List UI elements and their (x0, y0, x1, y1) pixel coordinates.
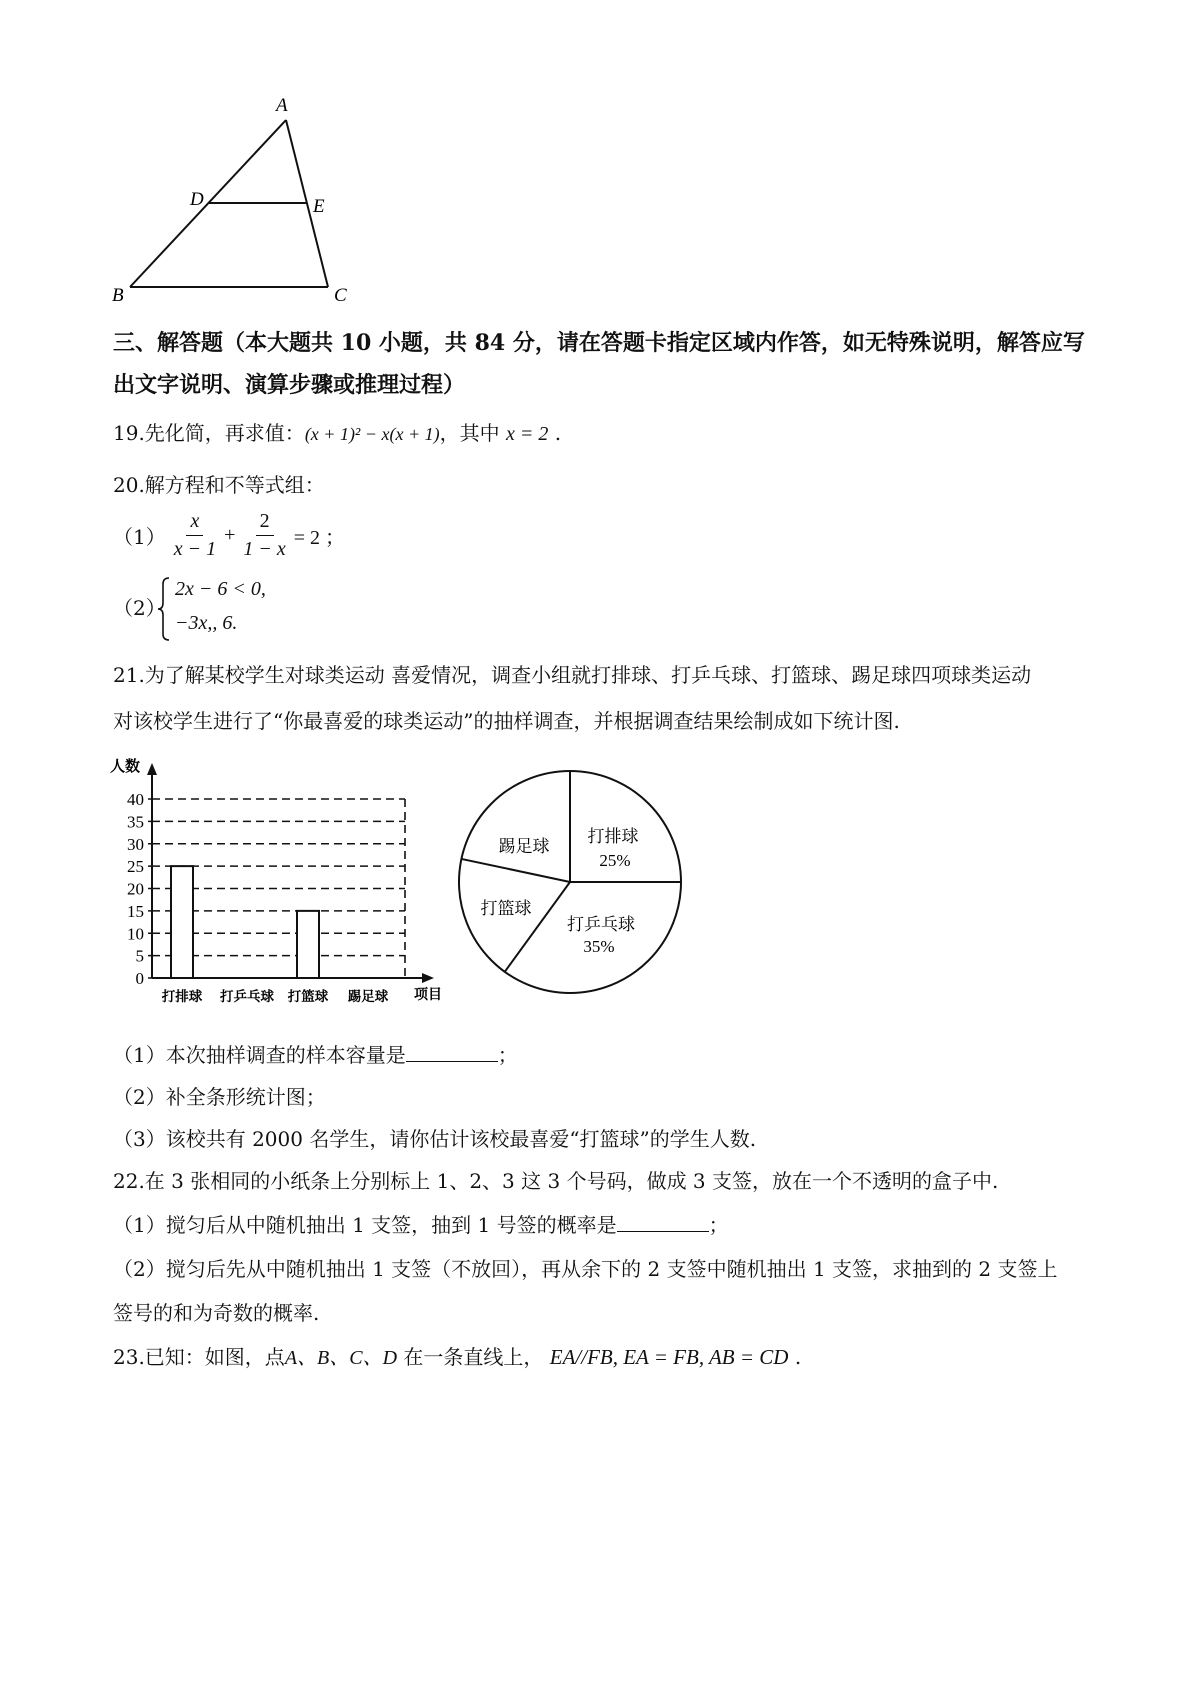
question-21-stem-2: 对该校学生进行了“你最喜爱的球类运动”的抽样调查，并根据调查结果绘制成如下统计图. (113, 709, 900, 733)
label-b: B (112, 285, 124, 306)
q23-points: A、B、C、D (284, 1347, 398, 1369)
question-20-part1 (113, 510, 345, 561)
answer-blank[interactable] (406, 1041, 498, 1062)
q23-end: . (794, 1345, 802, 1369)
y-tick-label: 15 (127, 901, 144, 921)
section-title: 三、解答题（本大题共 10 小题，共 84 分，请在答题卡指定区域内作答，如无特殊说明，解答应写出文字说明、演算步骤或推理过程） (113, 330, 1085, 398)
question-21-part3: （3）该校共有 2000 名学生，请你估计该校最喜爱“打篮球”的学生人数. (113, 1127, 757, 1151)
y-tick-label: 35 (127, 812, 144, 832)
question-19 (113, 418, 561, 449)
label-a: A (276, 95, 288, 116)
q21-p1-end: ； (497, 1043, 518, 1067)
q20-rhs: = 2 ； (293, 527, 346, 549)
pie-slice-label: 打乒乓球 (567, 915, 635, 935)
y-tick-label: 30 (127, 834, 144, 854)
brace-icon (157, 576, 171, 642)
triangle-figure (110, 95, 370, 310)
q19-expression: (x + 1)² − x(x + 1) (304, 424, 440, 444)
y-tick-label: 40 (127, 790, 144, 809)
pie-percent-label: 25% (599, 851, 631, 870)
question-22-part2-line1: （2）搅匀后先从中随机抽出 1 支签（不放回），再从余下的 2 支签中随机抽出 1 支签，求抽到的 2 支签上 (113, 1257, 1058, 1281)
question-21-part2: （2）补全条形统计图； (113, 1085, 326, 1109)
question-22-part2-line2: 签号的和为奇数的概率. (113, 1301, 320, 1325)
q23-condition: EA//FB, EA = FB, AB = CD (549, 1345, 789, 1369)
q20-system-line1: 2x − 6 < 0, (175, 578, 266, 600)
answer-blank[interactable] (617, 1211, 709, 1232)
label-c: C (334, 285, 347, 306)
q20-fraction-2 (239, 510, 289, 561)
x-tick-label: 打篮球 (287, 989, 329, 1005)
label-d: D (190, 189, 204, 210)
q19-condition: x = 2 (505, 423, 549, 445)
q19-end: . (554, 421, 562, 445)
question-21-part1 (113, 1040, 518, 1070)
q20-frac2-numerator: 2 (256, 510, 274, 536)
question-23 (113, 1342, 801, 1373)
y-axis-arrow (147, 763, 157, 775)
x-axis-arrow (422, 973, 434, 983)
q19-prefix: 19.先化简，再求值： (113, 421, 305, 445)
question-21-stem-1: 21.为了解某校学生对球类运动 喜爱情况，调查小组就打排球、打乒乓球、打篮球、踢足球四项球类运动 (113, 663, 1032, 687)
y-tick-label: 5 (135, 946, 144, 966)
q20-p1-label: （1） (113, 525, 166, 549)
question-22-part1 (113, 1210, 729, 1240)
q22-p1-text: （1）搅匀后从中随机抽出 1 支签，抽到 1 号签的概率是 (113, 1213, 617, 1237)
x-tick-label: 打乒乓球 (220, 989, 274, 1005)
pie-slice-label: 打排球 (587, 827, 639, 847)
bar-chart (100, 755, 460, 1015)
q20-p2-label: （2） (113, 596, 166, 620)
question-22-stem: 22.在 3 张相同的小纸条上分别标上 1、2、3 这 3 个号码，做成 3 支签，放在一个不透明的盒子中. (113, 1169, 999, 1193)
label-e: E (313, 196, 325, 217)
bar (297, 911, 319, 978)
y-tick-label: 20 (127, 879, 144, 899)
pie-slice-label: 踢足球 (498, 837, 550, 857)
q20-frac1-denominator: x − 1 (173, 538, 217, 560)
question-20-stem: 20.解方程和不等式组： (113, 473, 325, 497)
q20-frac2-denominator: 1 − x (243, 538, 286, 560)
q20-fraction-1 (170, 510, 220, 561)
pie-chart (450, 760, 690, 1000)
pie-percent-label: 35% (583, 937, 615, 956)
x-axis-title: 项目 (414, 987, 442, 1003)
bar (171, 866, 193, 978)
pie-slice-label: 打篮球 (480, 899, 532, 919)
q20-frac1-numerator: x (186, 510, 203, 536)
y-tick-label: 0 (135, 969, 144, 988)
q22-p1-end: ； (708, 1213, 729, 1237)
y-tick-label: 25 (127, 857, 144, 877)
y-tick-label: 10 (127, 924, 144, 944)
q23-prefix: 23.已知：如图，点 (113, 1345, 285, 1369)
x-tick-label: 踢足球 (347, 989, 389, 1005)
q19-mid: ，其中 (439, 421, 500, 445)
q20-system-line2: −3x,, 6. (175, 612, 238, 634)
y-axis-title: 人数 (110, 757, 141, 775)
q21-p1-text: （1）本次抽样调查的样本容量是 (113, 1043, 406, 1067)
q20-plus: + (224, 524, 236, 546)
q23-mid: 在一条直线上， (403, 1345, 544, 1369)
x-tick-label: 打排球 (161, 989, 203, 1005)
